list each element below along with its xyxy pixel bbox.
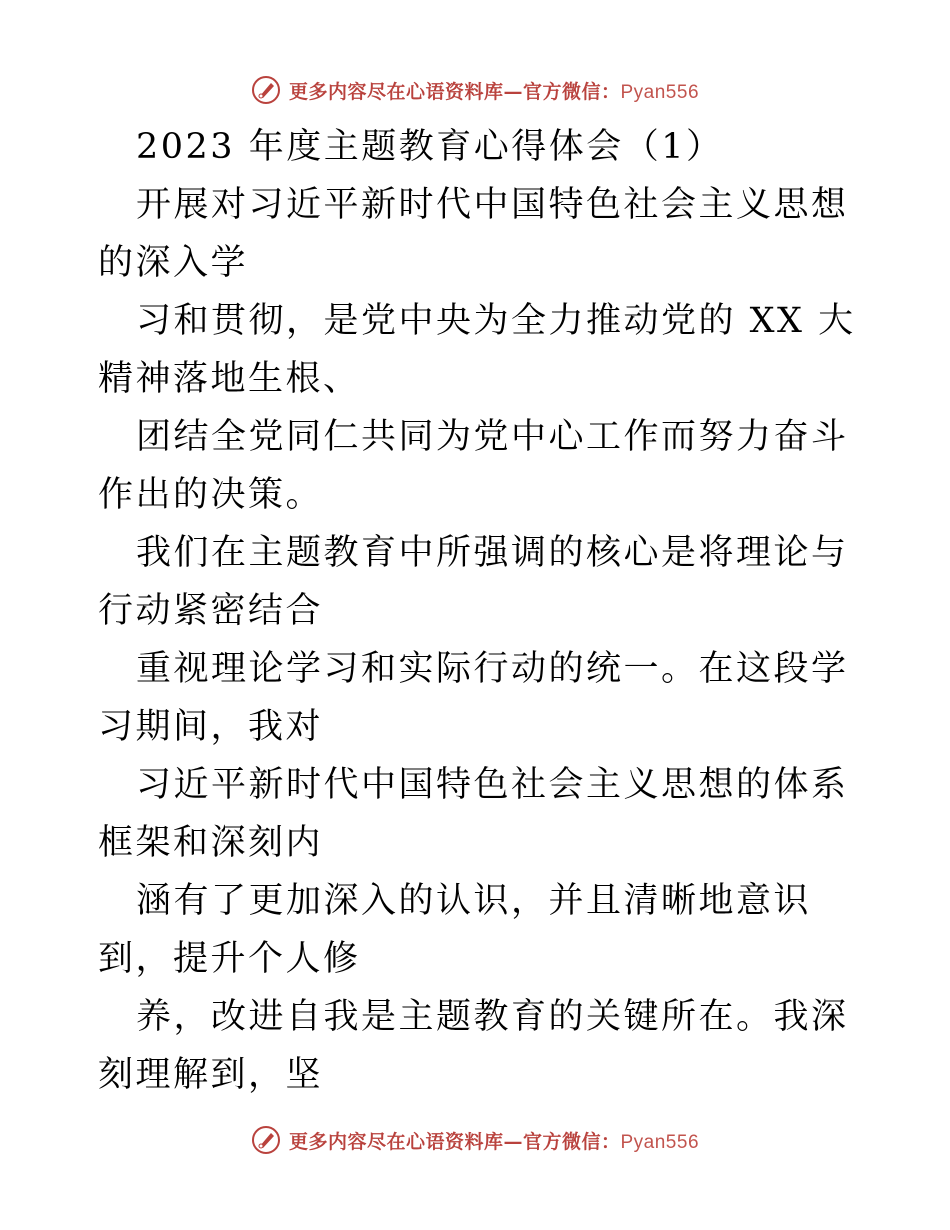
paragraph-4: 我们在主题教育中所强调的核心是将理论与行动紧密结合 xyxy=(98,533,849,631)
header-watermark-main: 更多内容尽在心语资料库 xyxy=(288,80,504,103)
paragraph-1: 开展对习近平新时代中国特色社会主义思想的深入学 xyxy=(98,185,849,283)
document-title: 2023 年度主题教育心得体会（1） xyxy=(136,127,724,167)
footer-watermark xyxy=(0,1120,950,1160)
footer-watermark-dash: — xyxy=(503,1130,523,1153)
paragraph-3: 团结全党同仁共同为党中心工作而努力奋斗作出的决策。 xyxy=(98,417,849,515)
header-watermark-label: 官方微信： xyxy=(522,80,621,103)
footer-watermark-main: 更多内容尽在心语资料库 xyxy=(288,1130,504,1153)
paragraph-7: 涵有了更加深入的认识，并且清晰地意识到，提升个人修 xyxy=(98,881,812,979)
footer-watermark-text xyxy=(289,1127,699,1154)
header-watermark xyxy=(0,70,950,110)
footer-watermark-label: 官方微信： xyxy=(522,1130,621,1153)
paragraph-8: 养，改进自我是主题教育的关键所在。我深刻理解到，坚 xyxy=(98,997,849,1095)
paragraph-5: 重视理论学习和实际行动的统一。在这段学习期间，我对 xyxy=(98,649,849,747)
paragraph-2: 习和贯彻，是党中央为全力推动党的 XX 大精神落地生根、 xyxy=(98,301,856,399)
header-watermark-dash: — xyxy=(503,80,523,103)
header-wechat-id: Pyan556 xyxy=(620,81,700,103)
pen-nib-seal-icon xyxy=(251,75,281,105)
footer-wechat-id: Pyan556 xyxy=(620,1131,700,1153)
document-body xyxy=(98,118,858,1104)
header-watermark-text xyxy=(289,77,699,104)
paragraph-6: 习近平新时代中国特色社会主义思想的体系框架和深刻内 xyxy=(98,765,849,863)
pen-nib-seal-icon xyxy=(251,1125,281,1155)
